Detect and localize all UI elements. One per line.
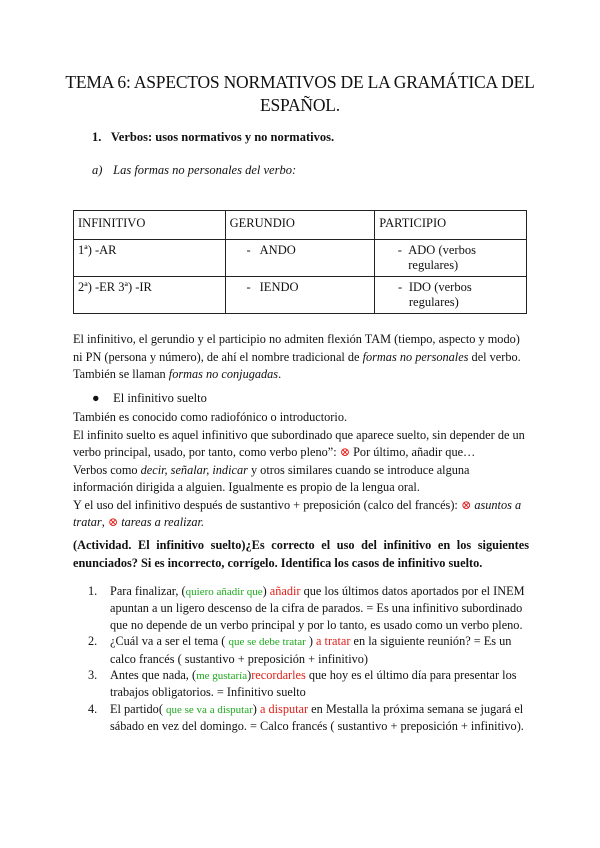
activity-prompt: (Actividad. El infinitivo suelto)¿Es correcto el uso del infinitivo en los siguientes enunciados? Si es incorrecto, corrígelo. Identifica los casos de infinitivo suelto. (73, 538, 529, 570)
correction-text: que se debe tratar (228, 636, 306, 649)
verb-forms-table (73, 210, 527, 314)
subsection-letter: a) (92, 163, 103, 177)
header-gerundio: GERUNDIO (225, 211, 375, 240)
gerundio-ending: ANDO (259, 243, 296, 257)
section-number: 1. (92, 130, 102, 144)
line: También es conocido como radiofónico o introductorio. (73, 410, 348, 424)
text-run: en la siguiente reunión? = Es un calco francés ( sustantivo + preposición + infinitivo) (110, 634, 512, 666)
text-run: , (101, 515, 108, 529)
line (73, 427, 529, 462)
text-run: ) (305, 634, 316, 649)
line (73, 462, 529, 497)
text-run: ) (247, 668, 252, 683)
item-number: 2. (88, 634, 98, 649)
list-item (88, 701, 528, 735)
text-run: que hoy es el último día para presentar los trabajos obligatorios. = Infinitivo suelto (110, 668, 517, 700)
header-participio: PARTICIPIO (375, 211, 527, 240)
text-run: El partido( (110, 701, 167, 716)
error-text: a tratar (316, 634, 351, 649)
correction-text: me gustaría (196, 670, 248, 683)
text-run: Y el uso del infinitivo después de sustantivo + preposición (calco del francés): (73, 497, 461, 512)
text-run: Verbos como (73, 462, 141, 477)
cell-participio (375, 277, 527, 314)
participio-ending: ADO (verbos regulares) (408, 243, 476, 272)
bullet-item (92, 391, 207, 406)
correction-text: que se va a disputar (166, 703, 253, 716)
table-row (74, 277, 527, 314)
table-header-row (74, 211, 527, 240)
subsection-heading (92, 163, 296, 178)
cross-icon: ⊗ (460, 497, 472, 512)
text-run: Para finalizar, ( (110, 584, 186, 598)
item-number: 4. (88, 701, 98, 716)
dash-marker: - (397, 280, 403, 294)
bullet-dot-icon: ● (92, 391, 100, 405)
cell-infinitivo: 2ª) -ER 3ª) -IR (74, 277, 226, 314)
item-number: 3. (88, 668, 98, 683)
text-run: ) (262, 584, 270, 598)
section-label: Verbos: usos normativos y no normativos. (110, 130, 335, 144)
text-run-italic: decir, señalar, indicar (140, 462, 248, 477)
dash-marker: - (397, 243, 402, 257)
header-infinitivo: INFINITIVO (74, 211, 226, 240)
cross-icon: ⊗ (107, 515, 119, 529)
paragraph-intro (73, 331, 529, 384)
text-run: El infinitivo, el gerundio y el participio no admiten flexión TAM (tiempo, aspecto y modo) ni PN (persona y número), de ahí el nombre tradicional de (73, 332, 520, 364)
error-text: recordarles (251, 668, 306, 683)
text-run: en Mestalla la próxima semana se jugará el sábado en vez del domingo. = Calco francés ( sustantivo + preposición + infinitivo). (110, 701, 524, 734)
cell-infinitivo: 1ª) -AR (74, 240, 226, 277)
cell-gerundio (225, 240, 375, 277)
text-run: ) (252, 701, 260, 716)
text-run: Por último, añadir que… (350, 445, 476, 459)
page-title: TEMA 6: ASPECTOS NORMATIVOS DE LA GRAMÁTICA DEL ESPAÑOL. (65, 72, 535, 115)
bullet-label: El infinitivo suelto (113, 391, 207, 405)
text-run: ¿Cuál va a ser el tema ( (110, 634, 229, 649)
text-run-italic: asuntos a tratar (73, 497, 522, 529)
participio-ending: IDO (verbos regulares) (408, 280, 472, 309)
dash-marker: - (246, 243, 251, 257)
text-run: y otros similares cuando se introduce alguna información dirigida a alguien. Igualmente es propio de la lengua oral. (73, 462, 470, 494)
section-heading (92, 130, 334, 145)
list-item (88, 583, 528, 633)
list-item (88, 667, 528, 701)
text-run-italic: formas no personales (362, 349, 469, 364)
text-run-italic: formas no conjugadas (168, 367, 279, 381)
paragraph-infinitivo-suelto (73, 409, 529, 532)
text-run: El infinito suelto es aquel infinitivo que subordinado que aparece suelto, sin depender de un verbo principal, usado, por tanto, como verbo pleno”: (73, 427, 525, 459)
text-run: . (278, 367, 282, 381)
error-text: añadir (269, 584, 301, 598)
text-run-italic: tareas a realizar. (118, 515, 205, 529)
list-item (88, 633, 528, 667)
exercise-list (88, 583, 528, 735)
item-number: 1. (88, 584, 98, 598)
subsection-label: Las formas no personales del verbo: (113, 163, 297, 177)
correction-text: quiero añadir que (185, 586, 263, 598)
text-run: que los últimos datos aportados por el INEM apuntan a un ligero descenso de la cifra de parados. = Es una infinitivo subordinado que no depende de un verbo principal y por lo tanto, es usado como un verbo pleno. (110, 584, 525, 632)
cross-icon: ⊗ (339, 445, 351, 459)
cell-gerundio (225, 277, 375, 314)
dash-marker: - (246, 280, 251, 294)
text-run: del verbo. También se llaman (73, 349, 521, 381)
text-run: Antes que nada, ( (110, 668, 197, 683)
gerundio-ending: IENDO (259, 280, 299, 294)
table-row (74, 240, 527, 277)
line (73, 497, 529, 532)
cell-participio (375, 240, 527, 277)
error-text: a disputar (259, 701, 309, 716)
